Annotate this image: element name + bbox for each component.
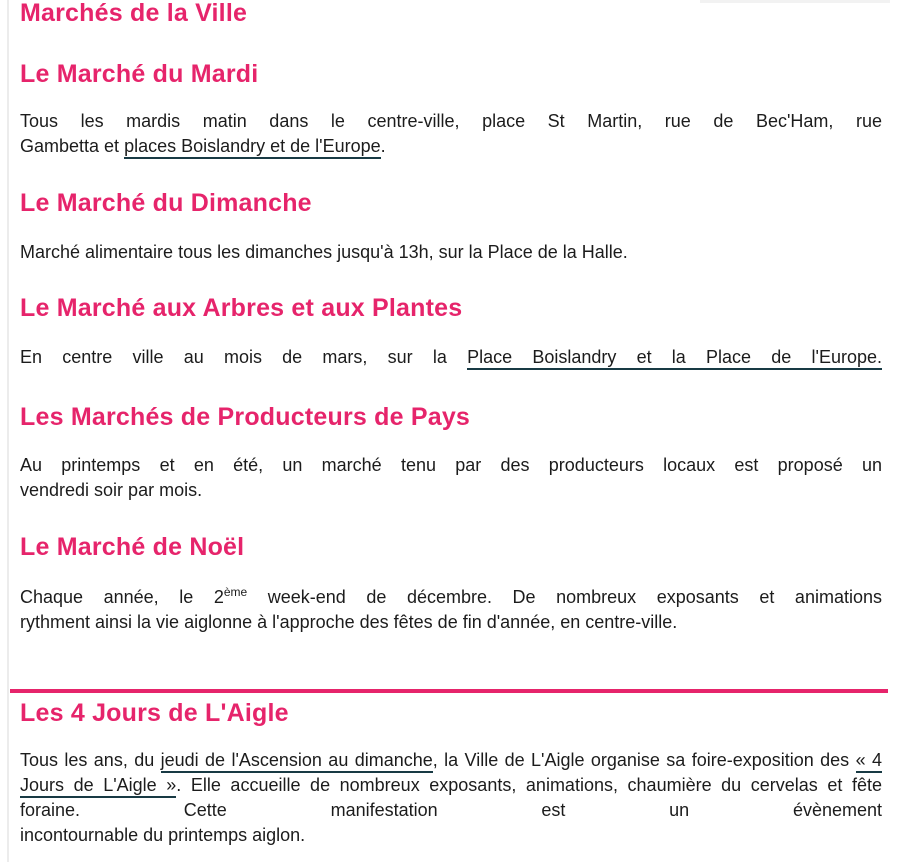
4jours-line2-after: . Elle accueille de nombreux exposants, <box>176 775 517 795</box>
producteurs-line1: Au printemps et en été, un marché tenu par des producteurs locaux est proposé un <box>20 455 882 475</box>
4jours-line1-after: , la Ville de L'Aigle organise sa <box>432 750 686 770</box>
section-heading-noel: Le Marché de Noël <box>20 533 245 561</box>
4jours-line3: animations, chaumière du cervelas et fête foraine. Cette manifestation est un évènement <box>20 775 882 820</box>
noel-line1-after: week-end de décembre. De nombreux exposants et animations <box>247 587 882 607</box>
section-heading-producteurs: Les Marchés de Producteurs de Pays <box>20 403 471 431</box>
section-separator <box>10 689 888 693</box>
section-heading-mardi: Le Marché du Mardi <box>20 60 259 88</box>
link-jeudi-ascension[interactable]: jeudi de l'Ascension au dimanche <box>161 750 433 773</box>
4jours-line4: incontournable du printemps aiglon. <box>20 825 306 845</box>
mardi-line2 <box>20 134 882 159</box>
section-heading-arbres: Le Marché aux Arbres et aux Plantes <box>20 294 463 322</box>
top-border <box>700 0 890 3</box>
section-heading-dimanche: Le Marché du Dimanche <box>20 189 312 217</box>
noel-superscript: ème <box>223 585 248 599</box>
mardi-line1: Tous les mardis matin dans le centre-ville, place St Martin, rue de Bec'Ham, rue <box>20 111 882 131</box>
section-text-arbres <box>20 345 882 370</box>
noel-line2: rythment ainsi la vie aiglonne à l'approche des fêtes de fin d'année, en centre-ville. <box>20 612 678 632</box>
page-title: Marchés de la Ville <box>20 0 248 27</box>
producteurs-line2: vendredi soir par mois. <box>20 480 203 500</box>
mardi-line2-before: Gambetta et <box>20 136 125 156</box>
link-4-jours[interactable]: « 4 Jours de L'Aigle » <box>20 750 882 798</box>
4jours-line1-before: Tous les ans, du <box>20 750 161 770</box>
4jours-line2-before: foire-exposition des <box>691 750 856 770</box>
noel-line1 <box>20 587 882 607</box>
noel-line1-before: Chaque année, le 2 <box>20 587 224 607</box>
section-heading-4-jours: Les 4 Jours de L'Aigle <box>20 699 289 727</box>
section-text-noel <box>20 585 882 635</box>
link-place-boislandry-europe[interactable]: Place Boislandry et la Place de l'Europe. <box>467 347 882 370</box>
left-border <box>7 0 9 862</box>
link-places-boislandry[interactable]: places Boislandry et de l'Europe <box>124 136 381 159</box>
section-text-mardi <box>20 109 882 159</box>
4jours-line1 <box>20 750 685 773</box>
section-text-producteurs <box>20 453 882 503</box>
arbres-text-before: En centre ville au mois de mars, sur la <box>20 347 468 367</box>
mardi-line2-after: . <box>380 136 386 156</box>
section-text-4-jours <box>20 748 882 848</box>
section-text-dimanche: Marché alimentaire tous les dimanches jusqu'à 13h, sur la Place de la Halle. <box>20 242 628 262</box>
